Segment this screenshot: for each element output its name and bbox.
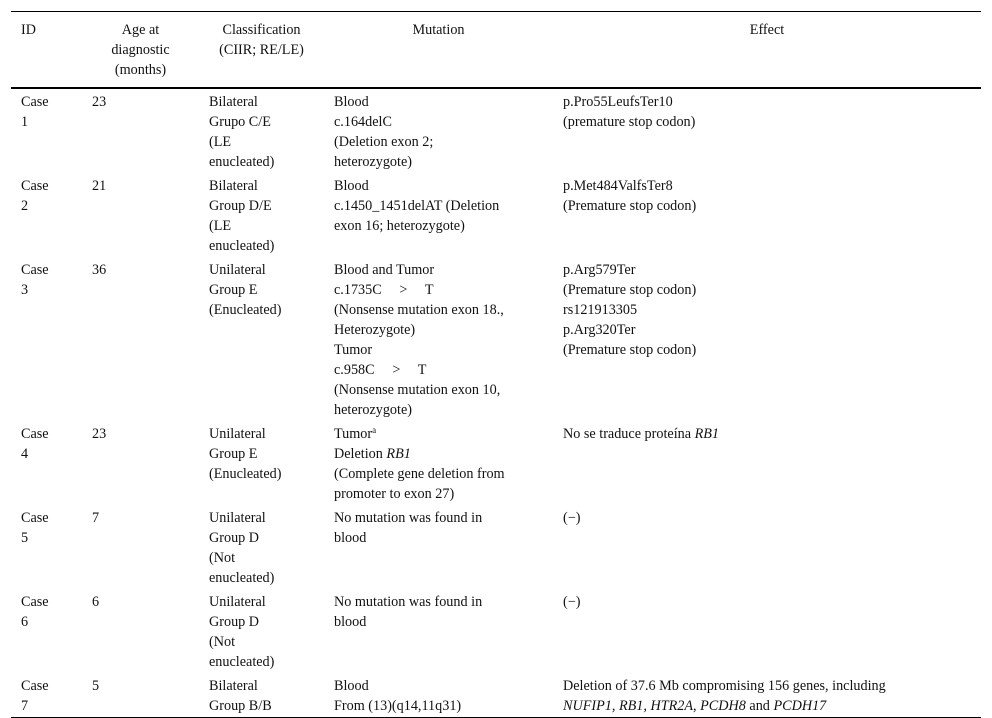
cell-line: Bilateral <box>209 94 258 110</box>
cell-line: promoter to exon 27) <box>334 486 455 502</box>
cell-line: Unilateral <box>209 262 266 278</box>
cell-line: enucleated) <box>209 154 275 170</box>
cell-effect <box>553 257 981 421</box>
cell-effect <box>553 88 981 173</box>
cell-line: p.Met484ValfsTer8 <box>563 178 673 194</box>
cell-id <box>11 589 82 673</box>
header-row <box>11 12 981 89</box>
cell-line: (Nonsense mutation exon 18., <box>334 302 504 318</box>
cell-line: c.164delC <box>334 114 392 130</box>
cell-line: (Deletion exon 2; <box>334 134 434 150</box>
cell-classification <box>199 173 324 257</box>
cell-line: Case <box>21 262 49 278</box>
cell-line: blood <box>334 530 367 546</box>
cell-line: (Premature stop codon) <box>563 342 697 358</box>
cell-line: (Not <box>209 634 236 650</box>
gene-list: NUFIP1, RB1, HTR2A <box>563 698 694 714</box>
table-row <box>11 505 981 589</box>
cell-age: 23 <box>92 426 107 442</box>
cell-line: 1 <box>21 114 29 130</box>
cell-line: 3 <box>21 282 29 298</box>
gene-name: PCDH17 <box>773 698 827 714</box>
cell-effect <box>553 589 981 673</box>
cell-line: Case <box>21 426 49 442</box>
cell-id <box>11 88 82 173</box>
cell-line: Bilateral <box>209 178 258 194</box>
footnote-marker: a <box>372 425 377 435</box>
cell-classification <box>199 673 324 718</box>
table-row <box>11 589 981 673</box>
header-age-line: Age at <box>121 22 160 38</box>
cell-line: heterozygote) <box>334 402 412 418</box>
gene-name: PCDH8 <box>700 698 746 714</box>
gene-name: RB1 <box>694 426 720 442</box>
table-body <box>11 88 981 718</box>
mutation-table <box>11 11 981 718</box>
sample-label: Tumor <box>334 426 373 442</box>
cell-mutation <box>324 589 553 673</box>
header-age <box>82 12 199 89</box>
cell-line: Bilateral <box>209 678 258 694</box>
header-classification-line: Classification <box>222 22 301 38</box>
cell-line: (−) <box>563 510 581 526</box>
cell-line: Group E <box>209 282 258 298</box>
cell-age: 21 <box>92 178 107 194</box>
cell-line: c.1735C > T <box>334 282 434 298</box>
cell-line: blood <box>334 614 367 630</box>
cell-effect <box>553 505 981 589</box>
cell-line: Blood <box>334 678 369 694</box>
table-row <box>11 673 981 718</box>
table-row <box>11 257 981 421</box>
header-mutation: Mutation <box>412 22 465 38</box>
cell-classification <box>199 505 324 589</box>
cell-line: From (13)(q14,11q31) <box>334 698 462 714</box>
cell-line: heterozygote) <box>334 154 412 170</box>
cell-line: Case <box>21 94 49 110</box>
cell-line: 5 <box>21 530 29 546</box>
cell-line: Group D <box>209 530 260 546</box>
mutation-table-container <box>11 11 981 718</box>
cell-mutation <box>324 173 553 257</box>
cell-line: p.Arg320Ter <box>563 322 636 338</box>
cell-mutation <box>324 88 553 173</box>
gene-name: RB1 <box>386 446 411 462</box>
cell-line: 4 <box>21 446 29 462</box>
cell-age: 36 <box>92 262 107 278</box>
cell-age: 6 <box>92 594 100 610</box>
cell-id <box>11 505 82 589</box>
header-age-line: (months) <box>114 62 167 78</box>
cell-line <box>563 424 977 444</box>
cell-classification <box>199 421 324 505</box>
header-classification <box>199 12 324 89</box>
cell-line: Case <box>21 510 49 526</box>
table-row <box>11 421 981 505</box>
cell-line: Case <box>21 594 49 610</box>
cell-line: (Premature stop codon) <box>563 282 697 298</box>
cell-line: Case <box>21 678 49 694</box>
cell-line: Group B/B <box>209 698 272 714</box>
cell-mutation <box>324 257 553 421</box>
cell-age: 5 <box>92 678 100 694</box>
cell-line: p.Pro55LeufsTer10 <box>563 94 673 110</box>
header-id: ID <box>21 22 36 38</box>
cell-line: Group E <box>209 446 258 462</box>
cell-line: Blood <box>334 178 369 194</box>
cell-line: enucleated) <box>209 238 275 254</box>
cell-line: Deletion of 37.6 Mb compromising 156 genes, including <box>563 678 886 694</box>
cell-line: No mutation was found in <box>334 510 483 526</box>
cell-id <box>11 173 82 257</box>
cell-age: 23 <box>92 94 107 110</box>
cell-classification <box>199 589 324 673</box>
cell-line: 7 <box>21 698 29 714</box>
cell-id <box>11 257 82 421</box>
cell-line: Blood and Tumor <box>334 262 435 278</box>
cell-line <box>334 444 549 464</box>
cell-line: (LE <box>209 134 232 150</box>
cell-effect <box>553 673 981 718</box>
cell-line: rs121913305 <box>563 302 638 318</box>
table-header <box>11 12 981 89</box>
cell-id <box>11 673 82 718</box>
cell-line: enucleated) <box>209 654 275 670</box>
cell-mutation <box>324 421 553 505</box>
cell-line: c.958C > T <box>334 362 427 378</box>
cell-line: (Premature stop codon) <box>563 198 697 214</box>
cell-line: c.1450_1451delAT (Deletion <box>334 198 500 214</box>
cell-line: 6 <box>21 614 29 630</box>
cell-line: (LE <box>209 218 232 234</box>
cell-effect <box>553 173 981 257</box>
cell-line: 2 <box>21 198 29 214</box>
cell-line: Group D/E <box>209 198 272 214</box>
cell-line: Unilateral <box>209 594 266 610</box>
cell-line: (Nonsense mutation exon 10, <box>334 382 501 398</box>
header-effect: Effect <box>749 22 785 38</box>
cell-line: Blood <box>334 94 369 110</box>
cell-line: Group D <box>209 614 260 630</box>
cell-line: (Enucleated) <box>209 466 282 482</box>
cell-line: (premature stop codon) <box>563 114 696 130</box>
cell-line: enucleated) <box>209 570 275 586</box>
cell-id <box>11 421 82 505</box>
cell-line: Tumor <box>334 342 373 358</box>
cell-classification <box>199 88 324 173</box>
cell-line: Unilateral <box>209 426 266 442</box>
cell-line: (Enucleated) <box>209 302 282 318</box>
deletion-label: Deletion <box>334 446 387 462</box>
header-classification-line: (CIIR; RE/LE) <box>219 42 304 58</box>
cell-mutation <box>324 505 553 589</box>
cell-line: Case <box>21 178 49 194</box>
cell-line: Grupo C/E <box>209 114 271 130</box>
conjunction: and <box>745 698 774 714</box>
cell-age: 7 <box>92 510 100 526</box>
cell-line <box>334 424 549 444</box>
header-age-line: diagnostic <box>111 42 170 58</box>
cell-line: p.Arg579Ter <box>563 262 636 278</box>
table-row <box>11 88 981 173</box>
cell-line: (Not <box>209 550 236 566</box>
cell-line: Unilateral <box>209 510 266 526</box>
separator: , <box>693 698 701 714</box>
cell-line: No mutation was found in <box>334 594 483 610</box>
cell-classification <box>199 257 324 421</box>
cell-line: Heterozygote) <box>334 322 416 338</box>
cell-line: exon 16; heterozygote) <box>334 218 465 234</box>
cell-line <box>563 696 977 716</box>
cell-line: (Complete gene deletion from <box>334 466 505 482</box>
cell-line: (−) <box>563 594 581 610</box>
effect-text: No se traduce proteína <box>563 426 695 442</box>
cell-mutation <box>324 673 553 718</box>
cell-effect <box>553 421 981 505</box>
table-row <box>11 173 981 257</box>
